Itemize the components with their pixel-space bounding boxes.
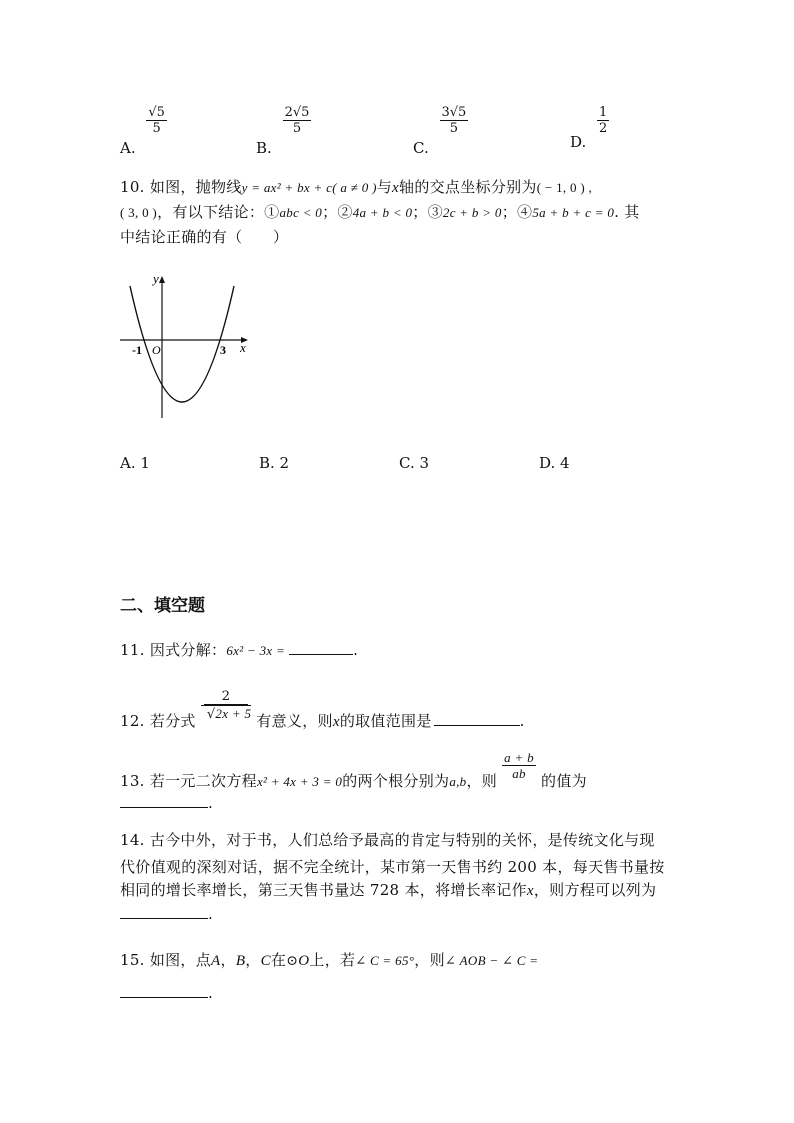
option-label: D. — [570, 132, 587, 151]
sqrt-fraction: $\frac{2}{√2x + 5}$ — [201, 689, 251, 722]
q10-option-d: D. 4 — [539, 454, 570, 472]
origin-label: O — [152, 343, 161, 357]
x-axis-label: x — [240, 340, 246, 355]
answer-blank[interactable] — [120, 793, 208, 808]
option-fraction: $\frac{2√5}{5}$ — [284, 105, 310, 136]
q9-option-b — [256, 105, 311, 157]
q9-option-d — [570, 105, 609, 151]
parabola-graph — [116, 268, 256, 428]
option-label: C. — [413, 138, 429, 157]
q10-option-b: B. 2 — [259, 454, 290, 472]
q14-line-1: 14. 古今中外，对于书，人们总给予最高的肯定与特别的关怀，是传统文化与现 — [120, 831, 655, 849]
q13: 13. 若一元二次方程x² + 4x + 3 = 0的两个根分别为a,b，则 $\frac{a + b}{ab}$ 的值为 — [120, 750, 587, 790]
q11: 11. 因式分解：6x² − 3x = . — [120, 641, 359, 659]
left-root-label: -1 — [132, 343, 142, 357]
q15: 15. 如图，点A，B，C在⊙O上，若∠ C = 65°，则∠ AOB − ∠ C = — [120, 951, 539, 969]
option-fraction: $\frac{3√5}{5}$ — [441, 105, 467, 136]
circle-symbol: ⊙ — [286, 953, 299, 969]
option-fraction: $\frac{√5}{5}$ — [148, 105, 165, 136]
option-label: A. — [120, 138, 136, 157]
q15-answer: . — [120, 983, 213, 1002]
option-fraction: $\frac{1}{2}$ — [599, 105, 608, 136]
fraction: $\frac{a + b}{ab}$ — [504, 750, 534, 781]
right-root-label: 3 — [220, 343, 226, 357]
y-axis-label: y — [153, 271, 159, 286]
answer-blank[interactable] — [434, 711, 520, 726]
q12: 12. 若分式 $\frac{2}{√2x + 5}$ 有意义，则x的取值范围是 . — [120, 689, 525, 730]
q9-option-c — [413, 105, 468, 157]
q10-option-c: C. 3 — [399, 454, 430, 472]
q13-answer: . — [120, 793, 213, 812]
section-title: 二、填空题 — [120, 596, 205, 616]
q14-line-3: 相同的增长率增长，第三天售书量达 728 本，将增长率记作x，则方程可以列为 — [120, 881, 657, 899]
answer-blank[interactable] — [120, 904, 208, 919]
q14-line-2: 代价值观的深刻对话，据不完全统计，某市第一天售书约 200 本，每天售书量按 — [120, 858, 665, 876]
q10-option-a: A. 1 — [120, 454, 150, 472]
option-label: B. — [256, 138, 272, 157]
y-axis-arrow — [159, 276, 165, 283]
answer-blank[interactable] — [120, 983, 208, 998]
answer-blank[interactable] — [289, 640, 353, 655]
parabola-curve — [130, 286, 234, 402]
q10-line-3: 中结论正确的有（ ） — [120, 228, 289, 246]
q14-answer: . — [120, 904, 213, 923]
q10-line-1: 10. 如图，抛物线y = ax² + bx + c( a ≠ 0 )与x轴的交点坐标分别为( − 1, 0 ) , — [120, 178, 593, 196]
q9-option-a — [120, 105, 167, 157]
q10-line-2: ( 3, 0 )，有以下结论：①abc < 0；②4a + b < 0；③2c + b > 0；④5a + b + c = 0. 其 — [120, 203, 640, 221]
